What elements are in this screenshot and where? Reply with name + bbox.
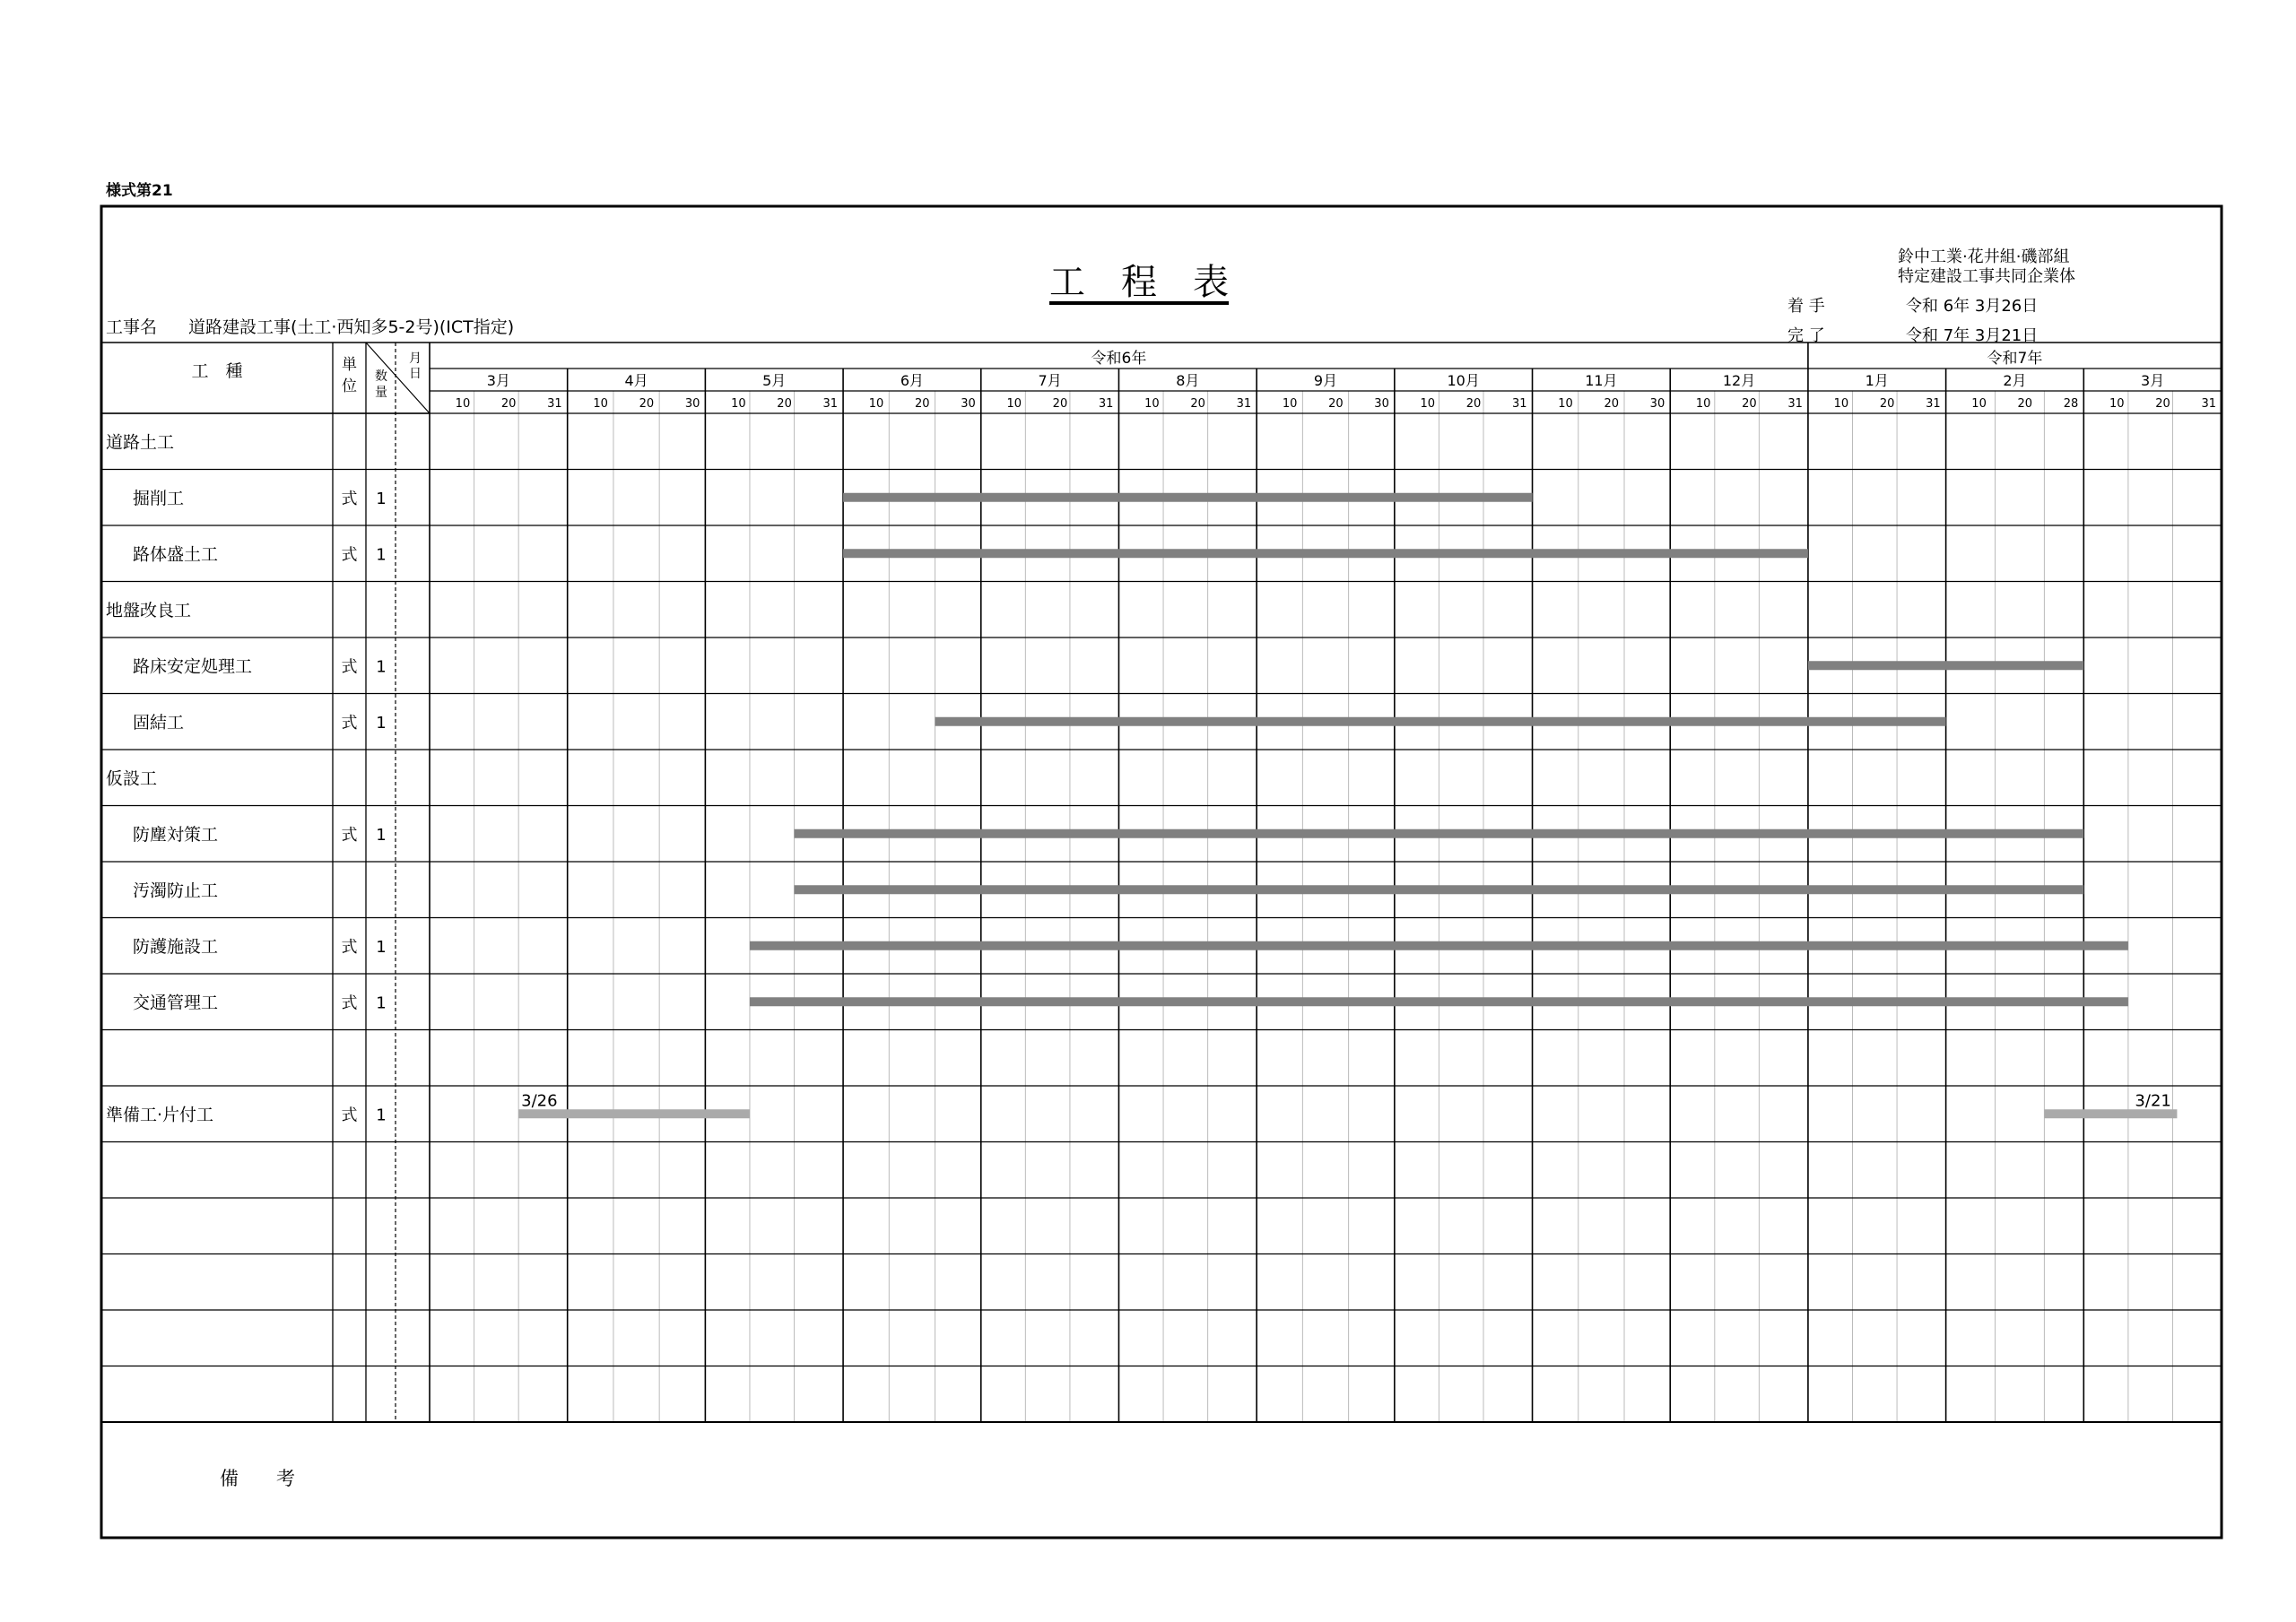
- schedule-bar: [795, 885, 2084, 894]
- month-day-header: 日: [409, 367, 422, 381]
- unit-cell: 式: [341, 937, 358, 957]
- month-label: 10月: [1447, 372, 1480, 389]
- quantity-cell: 1: [376, 993, 387, 1013]
- day-tick-label: 20: [639, 397, 655, 411]
- unit-cell: 式: [341, 545, 358, 565]
- day-tick-label: 20: [777, 397, 792, 411]
- month-label: 2月: [2003, 372, 2027, 389]
- schedule-bar: [750, 997, 2128, 1006]
- day-tick-label: 20: [1604, 397, 1619, 411]
- unit-cell: 式: [341, 993, 358, 1013]
- project-name: 道路建設工事(土工·西知多5-2号)(ICT指定): [188, 317, 515, 337]
- quantity-cell: 1: [376, 545, 387, 565]
- month-label: 12月: [1722, 372, 1756, 389]
- work-item: 路床安定処理工: [133, 656, 253, 677]
- work-item: 防護施設工: [133, 936, 219, 957]
- bar-date-label: 3/26: [521, 1091, 558, 1111]
- outer-frame: [101, 206, 2222, 1538]
- work-item: 防塵対策工: [133, 824, 219, 845]
- day-tick-label: 20: [914, 397, 930, 411]
- day-tick-label: 10: [868, 397, 884, 411]
- schedule-bar: [935, 717, 1946, 726]
- schedule-bar: [2044, 1109, 2177, 1118]
- schedule-bar: [843, 549, 1808, 558]
- work-item: 汚濁防止工: [133, 880, 219, 901]
- day-tick-label: 10: [1144, 397, 1160, 411]
- schedule-bar: [795, 829, 2084, 838]
- unit-cell: 式: [341, 489, 358, 508]
- page-title: 工 程 表: [1049, 262, 1229, 303]
- day-tick-label: 10: [1282, 397, 1298, 411]
- work-category: 準備工·片付工: [106, 1105, 214, 1125]
- end-label: 完 了: [1787, 326, 1825, 345]
- day-tick-label: 20: [500, 397, 517, 411]
- quantity-cell: 1: [376, 937, 387, 957]
- day-tick-label: 10: [1833, 397, 1849, 411]
- quantity-cell: 1: [376, 489, 387, 508]
- day-tick-label: 28: [2063, 397, 2079, 411]
- project-label: 工事名: [106, 317, 158, 337]
- work-category: 道路土工: [106, 432, 175, 453]
- month-label: 4月: [624, 372, 648, 389]
- day-tick-label: 31: [1098, 397, 1114, 411]
- schedule-bar: [843, 493, 1532, 502]
- month-day-header: 月: [409, 351, 422, 366]
- month-label: 3月: [486, 372, 510, 389]
- day-tick-label: 20: [1879, 397, 1895, 411]
- month-label: 6月: [900, 372, 925, 389]
- unit-header: 位: [342, 377, 357, 395]
- day-tick-label: 10: [1420, 397, 1436, 411]
- day-tick-label: 10: [455, 397, 471, 411]
- month-label: 5月: [762, 372, 787, 389]
- day-tick-label: 30: [684, 397, 700, 411]
- quantity-cell: 1: [376, 657, 387, 677]
- day-tick-label: 20: [2155, 397, 2170, 411]
- contractor-line-1: 鈴中工業·花井組·磯部組: [1898, 247, 2070, 266]
- day-tick-label: 20: [2017, 397, 2033, 411]
- day-tick-label: 30: [961, 397, 976, 411]
- day-tick-label: 20: [1742, 397, 1757, 411]
- day-tick-label: 30: [1374, 397, 1389, 411]
- quantity-header: 数: [375, 369, 387, 384]
- quantity-cell: 1: [376, 825, 387, 845]
- work-item: 掘削工: [133, 488, 185, 508]
- day-tick-label: 10: [1558, 397, 1573, 411]
- work-category: 地盤改良工: [106, 600, 192, 620]
- form-number: 様式第21: [106, 182, 173, 200]
- day-tick-label: 20: [1465, 397, 1482, 411]
- unit-header: 単: [342, 356, 357, 374]
- day-tick-label: 31: [1511, 397, 1527, 411]
- end-date: 令和 7年 3月21日: [1906, 326, 2039, 345]
- day-tick-label: 10: [1971, 397, 1987, 411]
- schedule-bar: [518, 1109, 750, 1118]
- month-label: 7月: [1038, 372, 1062, 389]
- month-label: 8月: [1176, 372, 1200, 389]
- quantity-header: 量: [375, 386, 387, 400]
- day-tick-label: 20: [1190, 397, 1205, 411]
- day-tick-label: 31: [822, 397, 839, 411]
- day-tick-label: 10: [1695, 397, 1711, 411]
- unit-cell: 式: [341, 657, 358, 677]
- unit-cell: 式: [341, 713, 358, 733]
- day-tick-label: 20: [1052, 397, 1068, 411]
- day-tick-label: 10: [731, 397, 746, 411]
- month-label: 11月: [1585, 372, 1618, 389]
- contractor-line-2: 特定建設工事共同企業体: [1898, 267, 2075, 286]
- work-item: 交通管理工: [133, 993, 219, 1013]
- quantity-cell: 1: [376, 713, 387, 733]
- quantity-cell: 1: [376, 1106, 387, 1125]
- day-tick-label: 31: [2201, 397, 2216, 411]
- day-tick-label: 10: [593, 397, 608, 411]
- year-label: 令和6年: [1091, 350, 1147, 368]
- day-tick-label: 10: [2109, 397, 2125, 411]
- day-tick-label: 31: [547, 397, 562, 411]
- work-category: 仮設工: [106, 768, 158, 789]
- year-label: 令和7年: [1987, 350, 2043, 368]
- unit-cell: 式: [341, 1106, 358, 1125]
- start-label: 着 手: [1787, 297, 1825, 316]
- bar-date-label: 3/21: [2135, 1091, 2171, 1111]
- start-date: 令和 6年 3月26日: [1906, 297, 2039, 316]
- schedule-bar: [1808, 661, 2083, 670]
- month-label: 1月: [1865, 372, 1889, 389]
- day-tick-label: 31: [1926, 397, 1941, 411]
- month-label: 9月: [1313, 372, 1338, 389]
- day-tick-label: 20: [1328, 397, 1344, 411]
- work-item: 路体盛土工: [133, 544, 219, 565]
- schedule-bar: [750, 941, 2128, 950]
- month-label: 3月: [2141, 372, 2165, 389]
- remarks-label: 備 考: [220, 1468, 295, 1489]
- day-tick-label: 31: [1787, 397, 1803, 411]
- work-type-header: 工 種: [191, 361, 243, 381]
- day-tick-label: 31: [1236, 397, 1252, 411]
- day-tick-label: 10: [1006, 397, 1022, 411]
- unit-cell: 式: [341, 825, 358, 845]
- work-item: 固結工: [133, 712, 185, 733]
- day-tick-label: 30: [1649, 397, 1665, 411]
